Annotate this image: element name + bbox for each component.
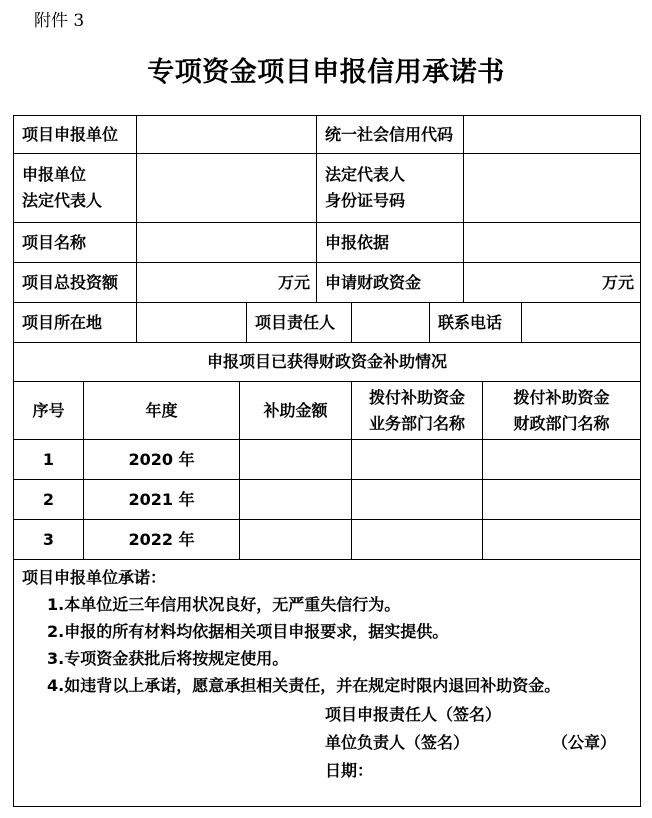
form-table [13,115,641,807]
unit-wan-fund: 万元 [601,272,634,292]
basis-input[interactable] [464,223,640,263]
row-1-dept-biz[interactable] [352,440,483,480]
total-invest-label: 项目总投资额 [14,263,137,303]
project-name-label: 项目名称 [14,223,137,263]
legal-rep-label-line1: 申报单位 [22,165,87,184]
location-label: 项目所在地 [14,303,137,343]
attachment-number: 附件 3 [34,11,85,31]
row-2-dept-biz[interactable] [352,480,483,520]
official-seal: （公章） [552,733,617,752]
row-3-dept-biz[interactable] [352,520,483,560]
col-header-no: 序号 [14,382,84,440]
phone-label: 联系电话 [430,303,522,343]
row-2-dept-fin[interactable] [483,480,640,520]
legal-id-label [317,154,464,223]
unit-input[interactable] [137,116,317,154]
row-3-no: 3 [14,520,84,560]
legal-id-label-line1: 法定代表人 [325,165,406,184]
commitment-item-4: 4.如违背以上承诺，愿意承担相关责任，并在规定时限内退回补助资金。 [47,676,561,695]
row-2-year: 2021 年 [84,480,240,520]
document-title: 专项资金项目申报信用承诺书 [147,57,505,88]
row-3-dept-fin[interactable] [483,520,640,560]
commitment-item-1: 1.本单位近三年信用状况良好，无严重失信行为。 [47,595,401,614]
commitment-heading: 项目申报单位承诺： [22,568,167,587]
location-input[interactable] [137,303,247,343]
commitment-item-2: 2.申报的所有材料均依据相关项目申报要求，据实提供。 [47,622,449,641]
sign-responsible: 项目申报责任人（签名） [325,705,502,724]
phone-input[interactable] [522,303,640,343]
row-1-year: 2020 年 [84,440,240,480]
col-header-dept-biz-line1: 拨付补助资金 [368,387,465,407]
responsible-input[interactable] [352,303,430,343]
row-3-year: 2022 年 [84,520,240,560]
col-header-dept-fin-line2: 财政部门名称 [513,413,610,433]
commitment-section [14,560,640,806]
unit-wan-total: 万元 [277,272,310,292]
sign-date: 日期： [325,761,374,780]
row-2-amount[interactable] [240,480,352,520]
legal-rep-label-line2: 法定代表人 [22,191,103,210]
basis-label: 申报依据 [317,223,464,263]
legal-rep-label [14,154,137,223]
row-1-no: 1 [14,440,84,480]
subsidy-section-title: 申报项目已获得财政资金补助情况 [14,343,640,382]
row-1-dept-fin[interactable] [483,440,640,480]
credit-code-input[interactable] [464,116,640,154]
col-header-dept-fin [483,382,640,440]
responsible-label: 项目责任人 [247,303,352,343]
col-header-dept-fin-line1: 拨付补助资金 [513,387,610,407]
col-header-year: 年度 [84,382,240,440]
fund-apply-label: 申请财政资金 [317,263,464,303]
total-invest-input[interactable] [137,263,317,303]
row-2-no: 2 [14,480,84,520]
credit-code-label: 统一社会信用代码 [317,116,464,154]
col-header-amount: 补助金额 [240,382,352,440]
legal-rep-input[interactable] [137,154,317,223]
sign-leader: 单位负责人（签名） [325,733,470,752]
fund-apply-input[interactable] [464,263,640,303]
project-name-input[interactable] [137,223,317,263]
row-3-amount[interactable] [240,520,352,560]
col-header-dept-biz [352,382,483,440]
commitment-item-3: 3.专项资金获批后将按规定使用。 [47,649,289,668]
unit-label: 项目申报单位 [14,116,137,154]
col-header-dept-biz-line2: 业务部门名称 [368,413,465,433]
row-1-amount[interactable] [240,440,352,480]
legal-id-label-line2: 身份证号码 [325,191,406,210]
legal-id-input[interactable] [464,154,640,223]
